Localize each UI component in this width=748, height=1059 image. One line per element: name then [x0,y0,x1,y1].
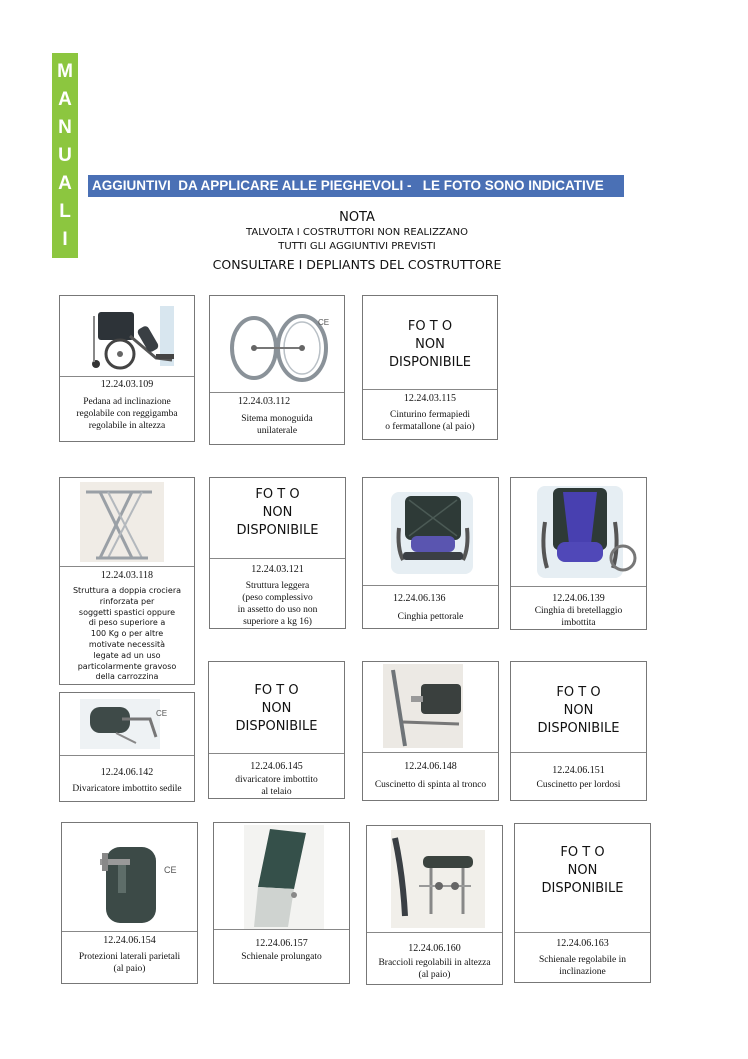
product-description: Cuscinetto per lordosi [536,780,621,790]
product-description: Protezioni laterali parietali (al paio) [78,952,181,974]
product-card-12.24.03.115 [362,295,498,440]
product-card-12.24.06.163 [514,823,651,983]
product-code: 12.24.06.148 [404,761,457,772]
product-photo [60,478,194,567]
product-code: 12.24.06.151 [552,765,605,776]
product-card-12.24.03.109 [59,295,195,442]
ce-mark: CE [164,865,177,875]
note-line: TALVOLTA I COSTRUTTORI NON REALIZZANO [246,227,468,238]
product-card-12.24.03.118 [59,477,195,685]
product-code: 12.24.03.115 [403,393,457,404]
product-description: Schienale regolabile in inclinazione [538,955,627,977]
photo-unavailable [363,296,497,390]
section-banner: AGGIUNTIVI DA APPLICARE ALLE PIEGHEVOLI - LE FOTO SONO INDICATIVE [88,175,624,197]
product-photo [214,823,349,930]
product-description: Cinghia di bretellaggio imbottita [534,606,623,628]
ce-mark: CE [318,318,330,327]
note-title: NOTA [339,210,375,225]
product-code: 12.24.06.139 [552,593,605,604]
photo-unavailable-text: FO T O NON DISPONIBILE [389,319,471,370]
product-description: Struttura leggera (peso complessivo in assetto do uso non superiore a kg 16) [237,581,318,627]
product-description: Schienale prolungato [241,952,322,962]
product-card-12.24.06.151 [510,661,647,801]
side-tab-letter: U [58,145,72,166]
product-card-12.24.03.121 [209,477,346,629]
side-tab-letter: A [58,173,72,194]
photo-unavailable [511,662,646,753]
product-description: Sitema monoguida unilaterale [241,414,313,436]
product-card-12.24.06.145 [208,661,345,799]
product-code: 12.24.03.112 [238,396,291,407]
product-description: Pedana ad inclinazione regolabile con reggigamba regolabile in altezza [76,397,178,431]
product-photo [60,296,194,377]
product-description: Braccioli regolabili in altezza (al paio) [378,958,491,980]
product-code: 12.24.06.145 [250,761,303,772]
note-block [200,210,514,273]
manuali-side-tab [52,53,78,258]
product-photo [363,662,498,753]
product-card-12.24.06.157 [213,822,350,984]
product-code: 12.24.03.118 [100,570,154,581]
side-tab-letter: I [62,229,68,250]
product-card-12.24.06.148 [362,661,499,801]
photo-unavailable [210,478,345,559]
product-code: 12.24.06.157 [255,938,308,949]
photo-unavailable [209,662,344,754]
product-code: 12.24.06.142 [100,767,154,778]
product-photo [367,826,502,933]
product-code: 12.24.03.121 [251,564,304,575]
product-card-12.24.06.154 [61,822,198,984]
product-code: 12.24.06.160 [408,943,461,954]
product-description: Cinghia pettorale [397,612,464,622]
product-card-12.24.06.160 [366,825,503,985]
product-photo [62,823,197,932]
ce-mark: CE [156,709,168,718]
product-photo [511,478,646,587]
photo-unavailable-text: FO T O NON DISPONIBILE [235,683,318,734]
product-code: 12.24.06.163 [556,938,609,949]
product-code: 12.24.03.109 [100,379,154,390]
side-tab-letter: N [58,117,72,138]
product-code: 12.24.06.136 [393,593,446,604]
product-photo [363,478,498,586]
product-photo [210,296,344,393]
photo-unavailable-text: FO T O NON DISPONIBILE [537,685,620,736]
photo-unavailable-text: FO T O NON DISPONIBILE [541,845,624,896]
side-tab-letter: A [58,89,72,110]
product-description: Cinturino fermapiedi o fermatallone (al paio) [385,410,475,432]
product-description: Cuscinetto di spinta al tronco [374,780,487,790]
side-tab-letter: L [59,201,71,222]
side-tab-letter: M [57,61,73,82]
photo-unavailable [515,824,650,933]
product-code: 12.24.06.154 [103,935,156,946]
product-description: Struttura a doppia crociera rinforzata per soggetti spastici oppure di peso superiore a 100 Kg o per altre motivate necessità legate ad un uso particolarmente gravoso della carrozzina [72,586,182,682]
product-card-12.24.06.142 [59,692,195,802]
product-description: divaricatore imbottito al telaio [235,775,318,797]
note-line: TUTTI GLI AGGIUNTIVI PREVISTI [278,241,436,252]
product-card-12.24.03.112 [209,295,345,445]
product-card-12.24.06.136 [362,477,499,629]
product-description: Divaricatore imbottito sedile [72,784,182,794]
photo-unavailable-text: FO T O NON DISPONIBILE [236,487,319,538]
product-photo [60,693,194,756]
product-card-12.24.06.139 [510,477,647,630]
note-line: CONSULTARE I DEPLIANTS DEL COSTRUTTORE [212,257,502,272]
